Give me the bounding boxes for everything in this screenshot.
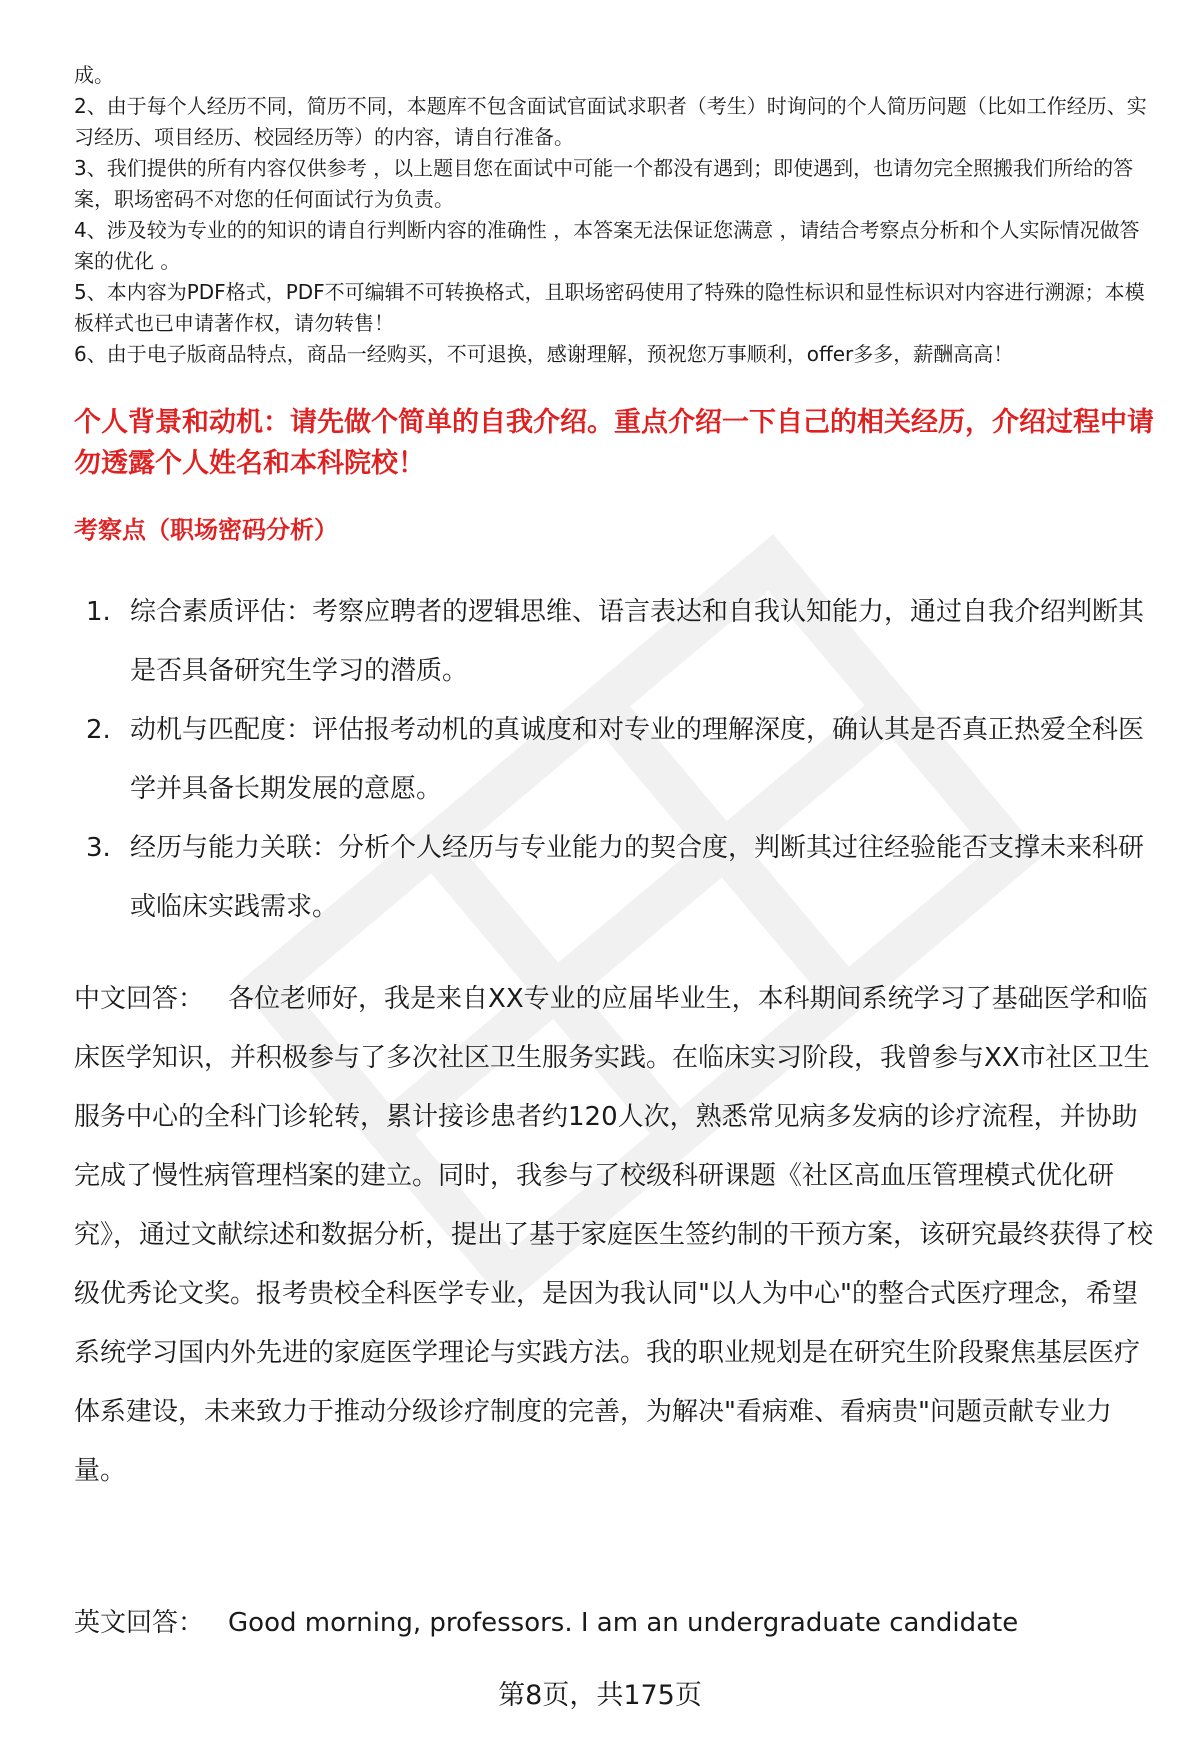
english-answer-text: Good morning, professors. I am an undergraduate candidate (228, 1608, 1019, 1638)
evaluation-points-list (86, 583, 1156, 937)
list-number: 3. (86, 833, 111, 863)
list-item-text: 动机与匹配度：评估报考动机的真诚度和对专业的理解深度，确认其是否真正热爱全科医学并具备长期发展的意愿。 (130, 715, 1145, 804)
points-heading: 考察点（职场密码分析） (74, 516, 338, 544)
english-answer-label: 英文回答： (74, 1608, 205, 1638)
note-item: 6、由于电子版商品特点，商品一经购买，不可退换，感谢理解，预祝您万事顺利，offer多多，薪酬高高！ (74, 342, 1014, 366)
chinese-answer-label: 中文回答： (74, 984, 205, 1014)
list-item-text: 综合素质评估：考察应聘者的逻辑思维、语言表达和自我认知能力，通过自我介绍判断其是否具备研究生学习的潜质。 (130, 597, 1145, 686)
list-number: 1. (86, 597, 111, 627)
list-item (86, 583, 1156, 701)
note-item: 5、本内容为PDF格式，PDF不可编辑不可转换格式，且职场密码使用了特殊的隐性标识和显性标识对内容进行溯源；本模板样式也已申请著作权，请勿转售！ (74, 280, 1145, 335)
disclaimer-notes (74, 60, 1154, 370)
list-number: 2. (86, 715, 111, 745)
note-item: 3、我们提供的所有内容仅供参考 ，以上题目您在面试中可能一个都没有遇到；即使遇到，也请勿完全照搬我们所给的答案，职场密码不对您的任何面试行为负责。 (74, 156, 1134, 211)
note-item: 成。 (74, 63, 114, 87)
note-item: 2、由于每个人经历不同，简历不同，本题库不包含面试官面试求职者（考生）时询问的个人简历问题（比如工作经历、实习经历、项目经历、校园经历等）的内容，请自行准备。 (74, 94, 1147, 149)
list-item (86, 701, 1156, 819)
chinese-answer (74, 970, 1156, 1501)
page-number: 第8页，共175页 (498, 1680, 702, 1711)
question-heading: 个人背景和动机：请先做个简单的自我介绍。重点介绍一下自己的相关经历，介绍过程中请勿透露个人姓名和本科院校！ (74, 407, 1154, 479)
english-answer (74, 1594, 1156, 1653)
list-item-text: 经历与能力关联：分析个人经历与专业能力的契合度，判断其过往经验能否支撑未来科研或临床实践需求。 (130, 833, 1145, 922)
chinese-answer-text: 各位老师好，我是来自XX专业的应届毕业生，本科期间系统学习了基础医学和临床医学知识，并积极参与了多次社区卫生服务实践。在临床实习阶段，我曾参与XX市社区卫生服务中心的全科门诊轮转，累计接诊患者约120人次，熟悉常见病多发病的诊疗流程，并协助完成了慢性病管理档案的建立。同时，我参与了校级科研课题《社区高血压管理模式优化研究》，通过文献综述和数据分析，提出了基于家庭医生签约制的干预方案，该研究最终获得了校级优秀论文奖。报考贵校全科医学专业，是因为我认同"以人为中心"的整合式医疗理念，希望系统学习国内外先进的家庭医学理论与实践方法。我的职业规划是在研究生阶段聚焦基层医疗体系建设，未来致力于推动分级诊疗制度的完善，为解决"看病难、看病贵"问题贡献专业力量。 (74, 984, 1154, 1486)
note-item: 4、涉及较为专业的的知识的请自行判断内容的准确性 ，本答案无法保证您满意 ，请结合考察点分析和个人实际情况做答案的优化 。 (74, 218, 1140, 273)
list-item (86, 819, 1156, 937)
